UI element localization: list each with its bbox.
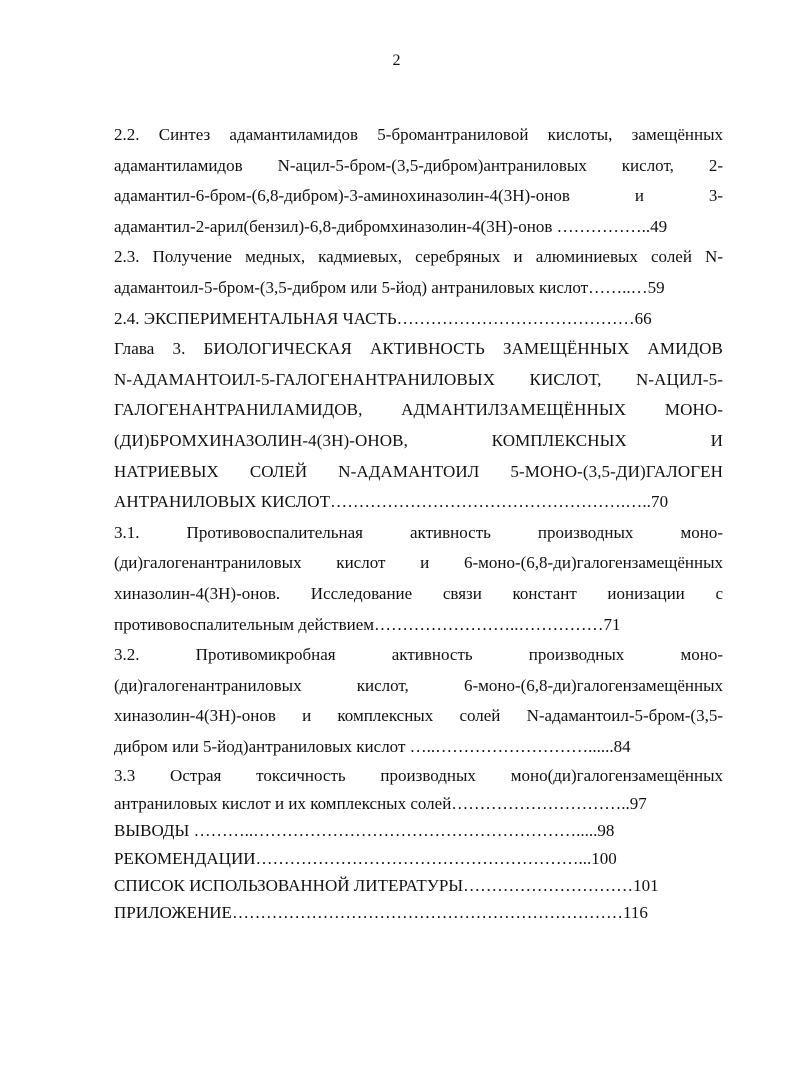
- toc-line: дибром или 5-йод)антраниловых кислот …..………………………......84: [114, 736, 631, 756]
- toc-line: (ди)галогенантраниловых кислот и 6-моно-(6,8-ди)галогензамещённых: [114, 553, 723, 573]
- toc-line: АНТРАНИЛОВЫХ КИСЛОТ…………………………………………….…..70: [114, 492, 669, 512]
- table-of-contents: [114, 120, 723, 927]
- toc-line: N-АДАМАНТОИЛ-5-ГАЛОГЕНАНТРАНИЛОВЫХ КИСЛОТ, N-АЦИЛ-5-: [114, 369, 723, 389]
- toc-line: ГАЛОГЕНАНТРАНИЛАМИДОВ, АДМАНТИЛЗАМЕЩЁННЫХ МОНО-: [114, 400, 723, 420]
- toc-line: Глава 3. БИОЛОГИЧЕСКАЯ АКТИВНОСТЬ ЗАМЕЩЁННЫХ АМИДОВ: [114, 339, 723, 359]
- toc-entry-3-3: [114, 762, 723, 817]
- toc-line: адамантоил-5-бром-(3,5-дибром или 5-йод) антраниловых кислот……..…59: [114, 277, 665, 297]
- toc-line: противовоспалительным действием……………………..……………71: [114, 614, 621, 634]
- toc-line: адамантил-2-арил(бензил)-6,8-дибромхиназолин-4(3H)-онов ……………..49: [114, 216, 668, 236]
- toc-line: хиназолин-4(3H)-онов. Исследование связи констант ионизации с: [114, 583, 723, 603]
- toc-entry-appendix: [114, 899, 723, 926]
- page-number: 2: [392, 52, 401, 69]
- toc-line: 2.2. Синтез адамантиламидов 5-бромантраниловой кислоты, замещённых: [114, 125, 723, 144]
- toc-entry-references: [114, 872, 723, 899]
- toc-line: ВЫВОДЫ ………..………………………………………………….....98: [114, 821, 615, 841]
- toc-line: 3.1. Противовоспалительная активность производных моно-: [114, 522, 723, 542]
- toc-line: 2.3. Получение медных, кадмиевых, серебряных и алюминиевых солей N-: [114, 247, 723, 267]
- toc-line: (ди)галогенантраниловых кислот, 6-моно-(6,8-ди)галогензамещённых: [114, 675, 723, 695]
- toc-line: РЕКОМЕНДАЦИИ…………………………………………………...100: [114, 848, 617, 868]
- toc-entry-recommendations: [114, 845, 723, 872]
- toc-line: хиназолин-4(3H)-онов и комплексных солей N-адамантоил-5-бром-(3,5-: [114, 706, 723, 726]
- toc-entry-conclusions: [114, 817, 723, 844]
- toc-line: 3.3 Острая токсичность производных моно(ди)галогензамещённых: [114, 766, 723, 786]
- toc-entry-3-2: [114, 640, 723, 762]
- toc-line: адамантил-6-бром-(6,8-дибром)-3-аминохиназолин-4(3H)-онов и 3-: [114, 186, 723, 206]
- toc-line: СПИСОК ИСПОЛЬЗОВАННОЙ ЛИТЕРАТУРЫ…………………………101: [114, 876, 659, 896]
- toc-line: (ДИ)БРОМХИНАЗОЛИН-4(3H)-ОНОВ, КОМПЛЕКСНЫХ И: [114, 430, 723, 450]
- toc-entry-chapter-3: [114, 334, 723, 518]
- toc-line: НАТРИЕВЫХ СОЛЕЙ N-АДАМАНТОИЛ 5-МОНО-(3,5-ДИ)ГАЛОГЕН: [114, 461, 723, 481]
- toc-line: антраниловых кислот и их комплексных солей…………………………..97: [114, 793, 647, 813]
- toc-line: 2.4. ЭКСПЕРИМЕНТАЛЬНАЯ ЧАСТЬ……………………………………66: [114, 308, 652, 328]
- toc-line: 3.2. Противомикробная активность производных моно-: [114, 645, 723, 665]
- toc-line: ПРИЛОЖЕНИЕ……………………………………………………………116: [114, 903, 648, 923]
- toc-entry-2-2: [114, 120, 723, 242]
- toc-entry-2-3: [114, 242, 723, 303]
- toc-line: адамантиламидов N-ацил-5-бром-(3,5-дибром)антраниловых кислот, 2-: [114, 155, 723, 175]
- toc-entry-3-1: [114, 518, 723, 640]
- toc-entry-2-4: [114, 304, 723, 335]
